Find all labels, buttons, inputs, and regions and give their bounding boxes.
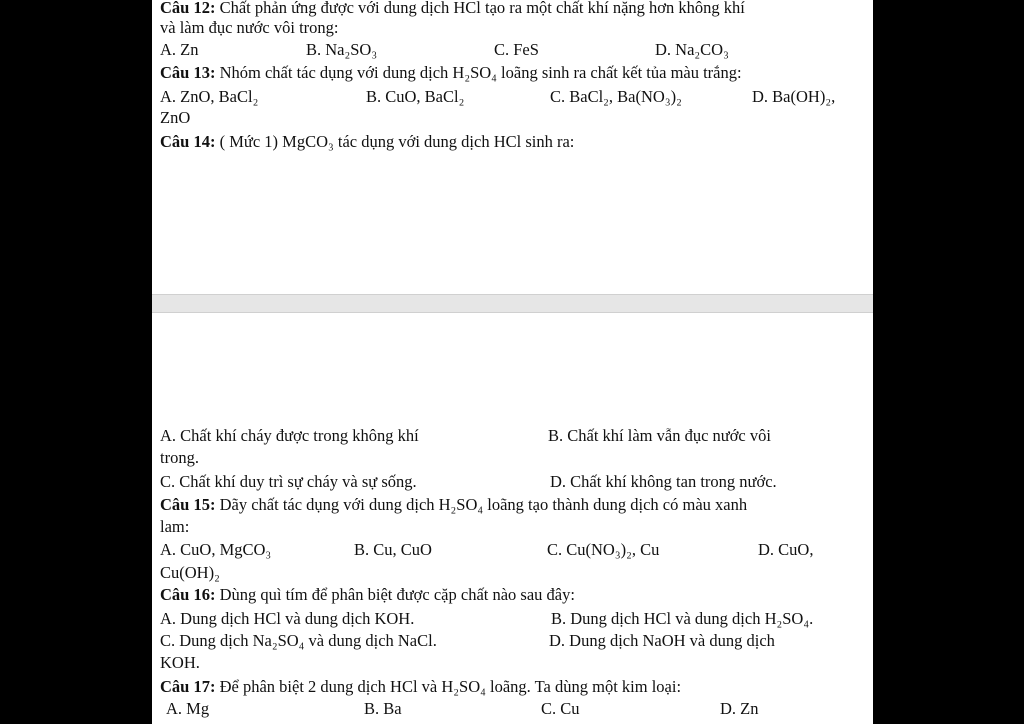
q16-label: Câu 16: (160, 585, 216, 604)
q13-text: Nhóm chất tác dụng với dung dịch H₂SO₄ loãng sinh ra chất kết tủa màu trắng: (219, 63, 742, 82)
q17-option-b: B. Ba (364, 699, 402, 718)
q15-option-d-cont: Cu(OH)₂ (160, 563, 220, 582)
q17-option-c: C. Cu (541, 699, 580, 718)
q13-option-d-cont: ZnO (160, 108, 191, 127)
q17-question (160, 677, 867, 697)
document-page-top (152, 0, 873, 294)
q12-option-a: A. Zn (160, 40, 199, 59)
document-page-bottom (152, 313, 873, 724)
q12-option-d: D. Na₂CO₃ (655, 40, 729, 59)
q15-question (160, 495, 867, 515)
q14-option-a-cont: trong. (160, 448, 199, 467)
page-break (152, 294, 873, 313)
q14-option-c: C. Chất khí duy trì sự cháy và sự sống. (160, 472, 417, 491)
q13-option-a: A. ZnO, BaCl₂ (160, 87, 259, 106)
q15-label: Câu 15: (160, 495, 216, 514)
q13-option-c: C. BaCl₂, Ba(NO₃)₂ (550, 87, 682, 106)
q12-text: Chất phản ứng được với dung dịch HCl tạo ra một chất khí nặng hơn không khí (219, 0, 745, 17)
q13-question (160, 63, 867, 83)
q17-option-d: D. Zn (720, 699, 759, 718)
q12-label: Câu 12: (160, 0, 216, 17)
q15-option-b: B. Cu, CuO (354, 540, 432, 559)
q15-option-a: A. CuO, MgCO₃ (160, 540, 272, 559)
q15-question-cont: lam: (160, 517, 190, 536)
q16-option-a: A. Dung dịch HCl và dung dịch KOH. (160, 609, 415, 628)
q15-option-c: C. Cu(NO₃)₂, Cu (547, 540, 660, 559)
q17-text: Để phân biệt 2 dung dịch HCl và H₂SO₄ loãng. Ta dùng một kim loại: (219, 677, 682, 696)
q17-label: Câu 17: (160, 677, 216, 696)
q15-text: Dãy chất tác dụng với dung dịch H₂SO₄ loãng tạo thành dung dịch có màu xanh (219, 495, 748, 514)
q16-option-b: B. Dung dịch HCl và dung dịch H₂SO₄. (551, 609, 814, 628)
q16-question (160, 585, 867, 605)
q13-option-b: B. CuO, BaCl₂ (366, 87, 465, 106)
q17-option-a: A. Mg (166, 699, 210, 718)
q13-option-d: D. Ba(OH)₂, (752, 87, 836, 106)
q12-option-c: C. FeS (494, 40, 539, 59)
q14-option-b: B. Chất khí làm vẫn đục nước vôi (548, 426, 771, 445)
q14-question (160, 132, 867, 152)
q16-option-d: D. Dung dịch NaOH và dung dịch (549, 631, 775, 650)
q12-question-cont: và làm đục nước vôi trong: (160, 18, 339, 37)
q13-label: Câu 13: (160, 63, 216, 82)
q12-option-b: B. Na₂SO₃ (306, 40, 378, 59)
q14-option-a: A. Chất khí cháy được trong không khí (160, 426, 419, 445)
q12-question (160, 0, 867, 18)
q16-option-c: C. Dung dịch Na₂SO₄ và dung dịch NaCl. (160, 631, 437, 650)
q14-text: ( Mức 1) MgCO₃ tác dụng với dung dịch HCl sinh ra: (219, 132, 575, 151)
q15-option-d: D. CuO, (758, 540, 814, 559)
q16-option-d-cont: KOH. (160, 653, 200, 672)
q14-label: Câu 14: (160, 132, 216, 151)
q14-option-d: D. Chất khí không tan trong nước. (550, 472, 777, 491)
q16-text: Dùng quì tím để phân biệt được cặp chất nào sau đây: (219, 585, 575, 604)
